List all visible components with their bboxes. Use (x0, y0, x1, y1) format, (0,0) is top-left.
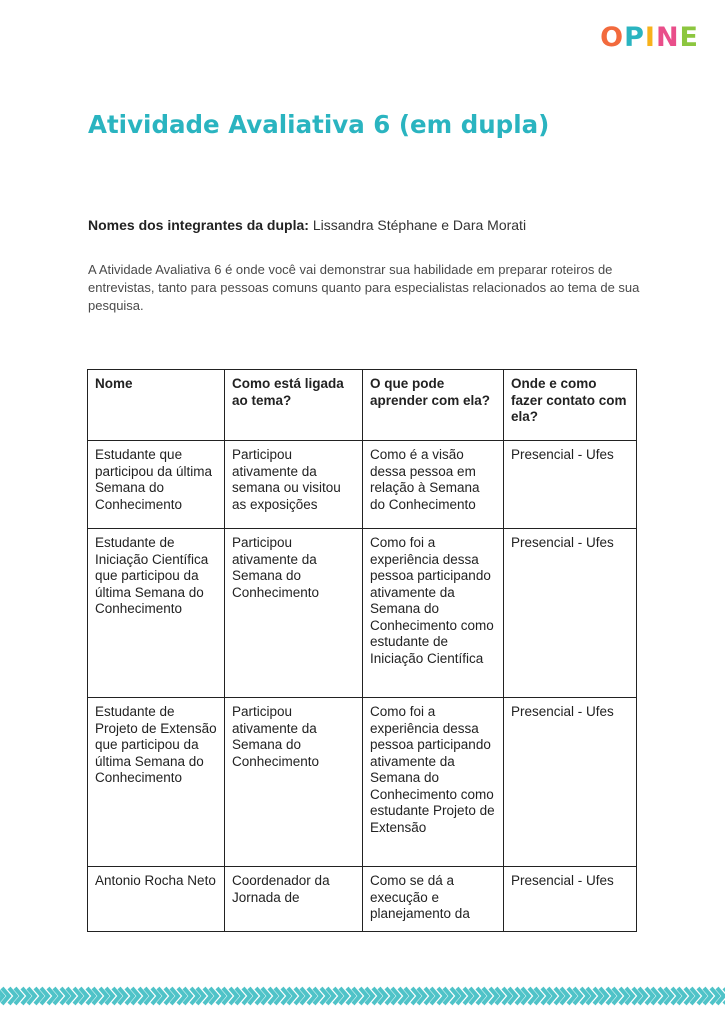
table-row (88, 698, 637, 867)
header-cell: Como está ligada ao tema? (225, 370, 363, 441)
table-cell: Como se dá a execução e planejamento da (363, 867, 504, 932)
members-label: Nomes dos integrantes da dupla: (88, 217, 309, 233)
logo-letter: P (624, 22, 645, 53)
table-cell: Estudante que participou da última Semana do Conhecimento (88, 441, 225, 529)
table-cell: Como é a visão dessa pessoa em relação à Semana do Conhecimento (363, 441, 504, 529)
contacts-table (87, 369, 637, 932)
logo-letter: N (655, 22, 680, 53)
header-cell: Onde e como fazer contato com ela? (504, 370, 637, 441)
logo-letter: I (644, 22, 656, 53)
footer-pattern-icon (0, 976, 725, 1024)
table-cell: Como foi a experiência dessa pessoa participando ativamente da Semana do Conhecimento como estudante de Iniciação Científica (363, 529, 504, 698)
table-cell: Participou ativamente da Semana do Conhecimento (225, 698, 363, 867)
table-header-row (88, 370, 637, 441)
table-cell: Estudante de Projeto de Extensão que participou da última Semana do Conhecimento (88, 698, 225, 867)
decorative-footer-border (0, 976, 725, 1024)
page-title: Atividade Avaliativa 6 (em dupla) (88, 110, 550, 139)
logo-letter: E (679, 22, 699, 53)
table-row (88, 529, 637, 698)
table-row (88, 867, 637, 932)
table-cell: Presencial - Ufes (504, 698, 637, 867)
table-cell: Como foi a experiência dessa pessoa participando ativamente da Semana do Conhecimento como estudante Projeto de Extensão (363, 698, 504, 867)
table-cell: Antonio Rocha Neto (88, 867, 225, 932)
table-cell: Participou ativamente da Semana do Conhecimento (225, 529, 363, 698)
opine-logo (600, 24, 699, 51)
table-cell: Estudante de Iniciação Científica que participou da última Semana do Conhecimento (88, 529, 225, 698)
table-cell: Coordenador da Jornada de (225, 867, 363, 932)
members-line (88, 217, 526, 233)
table-cell: Presencial - Ufes (504, 867, 637, 932)
members-value: Lissandra Stéphane e Dara Morati (308, 217, 527, 233)
footer-chevron (0, 988, 9, 1004)
table-row (88, 441, 637, 529)
table-cell: Participou ativamente da semana ou visitou as exposições (225, 441, 363, 529)
table-cell: Presencial - Ufes (504, 529, 637, 698)
header-cell: Nome (88, 370, 225, 441)
intro-paragraph: A Atividade Avaliativa 6 é onde você vai demonstrar sua habilidade em preparar roteiros de entrevistas, tanto para pessoas comuns quanto para especialistas relacionados ao tema de sua pesquisa. (88, 262, 640, 313)
header-cell: O que pode aprender com ela? (363, 370, 504, 441)
logo-letter: O (600, 22, 625, 53)
table-cell: Presencial - Ufes (504, 441, 637, 529)
